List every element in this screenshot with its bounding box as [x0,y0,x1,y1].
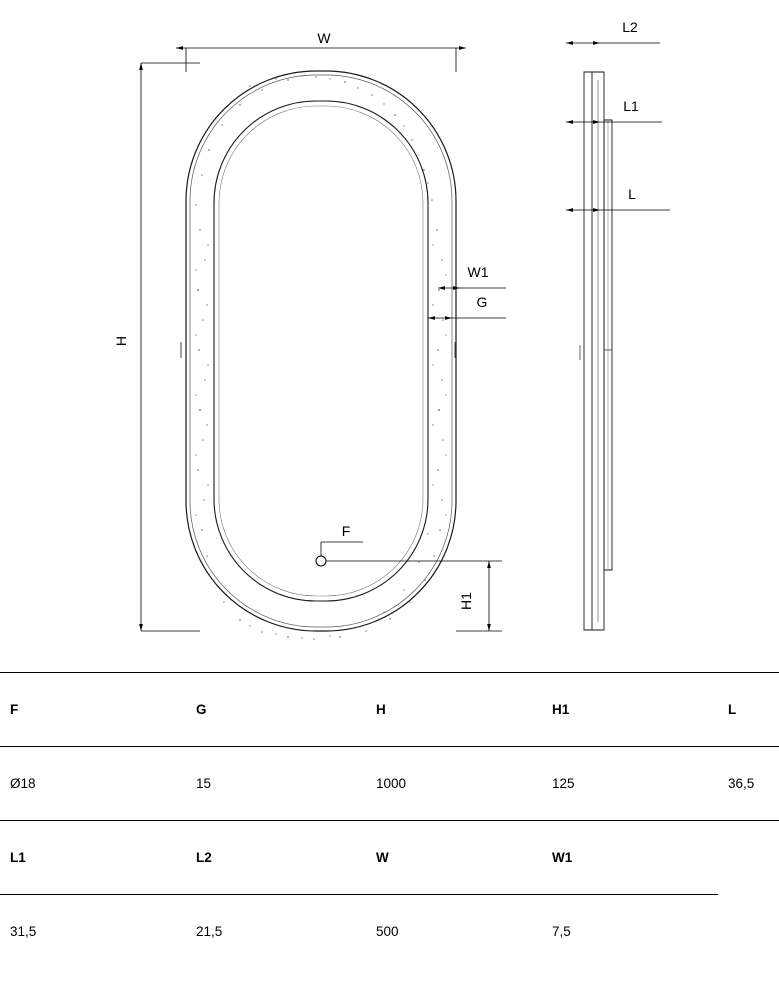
value-cell: Ø18 [0,747,186,821]
value-cell: 15 [186,747,366,821]
header-cell: W1 [542,821,718,895]
mirror-outline [181,71,456,640]
label-F: F [341,523,351,539]
label-W1: W1 [467,264,489,280]
label-G: G [476,294,488,310]
dimension-W [176,30,466,72]
value-cell: 21,5 [186,895,366,969]
table-row [0,821,779,895]
label-L1: L1 [623,98,639,114]
dimension-L [566,186,670,210]
header-cell: G [186,673,366,747]
label-L: L [628,186,636,202]
label-L2: L2 [622,19,638,35]
label-W: W [317,30,331,46]
value-cell: 31,5 [0,895,186,969]
empty-cell [718,895,779,969]
header-cell: H1 [542,673,718,747]
table-row [0,747,779,821]
dimension-G [428,294,506,318]
value-cell: 7,5 [542,895,718,969]
value-cell: 500 [366,895,542,969]
dimension-F [316,523,460,566]
header-cell: L [718,673,779,747]
header-cell: L2 [186,821,366,895]
dimension-L2 [566,19,660,43]
label-H1: H1 [458,592,474,610]
dimension-L1 [566,98,662,122]
table-row [0,895,779,969]
dimension-W1 [438,264,506,288]
value-cell: 125 [542,747,718,821]
dimension-H1 [456,561,502,631]
dimension-H [113,63,200,631]
label-H: H [113,335,129,347]
header-cell: F [0,673,186,747]
header-cell: H [366,673,542,747]
value-cell: 1000 [366,747,542,821]
empty-cell [718,821,779,895]
header-cell: L1 [0,821,186,895]
header-cell: W [366,821,542,895]
side-view [580,72,612,630]
value-cell: 36,5 [718,747,779,821]
table-row [0,673,779,747]
specification-table [0,672,779,969]
